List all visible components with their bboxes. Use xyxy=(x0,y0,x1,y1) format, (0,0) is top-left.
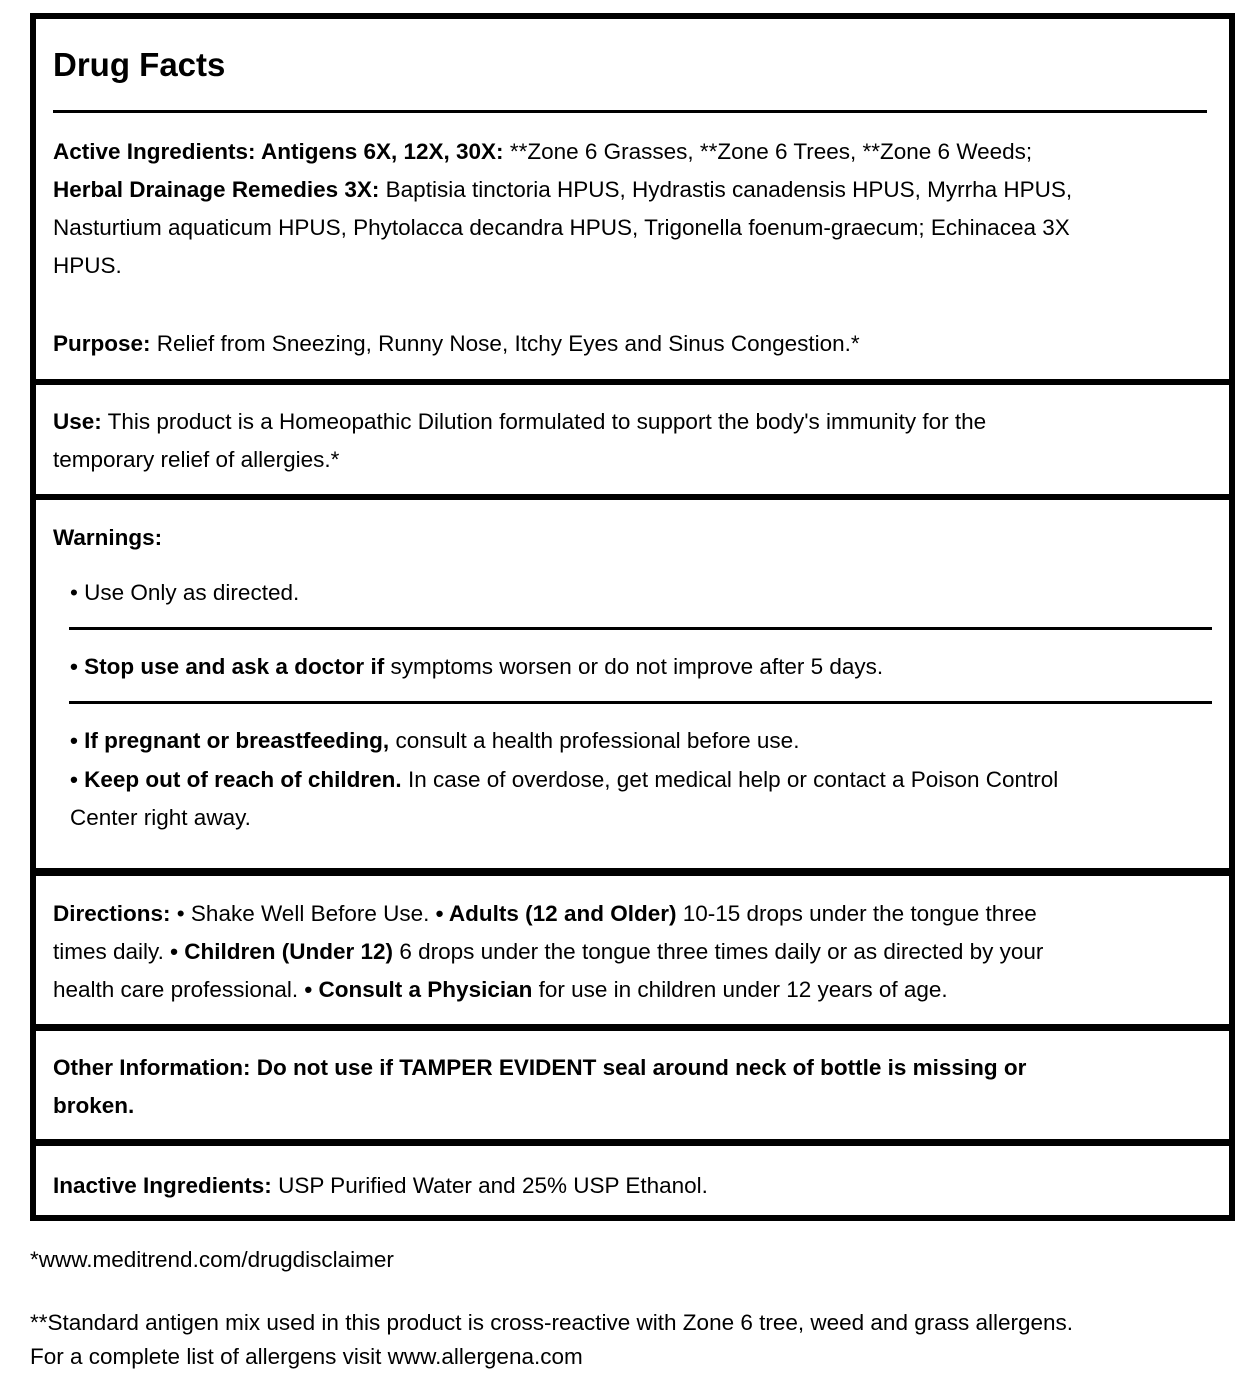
purpose-text: Relief from Sneezing, Runny Nose, Itchy Eyes and Sinus Congestion.* xyxy=(156,331,860,356)
warnings-label-text: Warnings: xyxy=(53,525,163,550)
section-rule xyxy=(36,494,1229,500)
disclaimer-link-text: *www.meditrend.com/drugdisclaimer xyxy=(30,1247,394,1272)
directions-physician: • Consult a Physician xyxy=(304,977,533,1002)
purpose-label: Purpose: xyxy=(53,331,151,356)
directions-text: • Shake Well Before Use. xyxy=(176,901,430,926)
warning-item-4-line-2: Center right away. xyxy=(70,805,251,830)
directions-children: • Children (Under 12) xyxy=(170,939,394,964)
inactive-text: USP Purified Water and 25% USP Ethanol. xyxy=(278,1173,708,1198)
warning-item-4 xyxy=(70,761,1058,799)
warning-item-2 xyxy=(70,648,883,686)
active-label: Active Ingredients: Antigens 6X, 12X, 30X: xyxy=(53,139,504,164)
active-line-1 xyxy=(53,133,1032,171)
use-label: Use: xyxy=(53,409,102,434)
herbal-label: Herbal Drainage Remedies 3X: xyxy=(53,177,380,202)
active-line-3: Nasturtium aquaticum HPUS, Phytolacca decandra HPUS, Trigonella foenum-graecum; Echinacea 3X xyxy=(53,215,1070,240)
inactive-line xyxy=(53,1167,708,1205)
active-antigens: **Zone 6 Grasses, **Zone 6 Trees, **Zone 6 Weeds; xyxy=(509,139,1033,164)
warning-item-3 xyxy=(70,722,799,760)
active-line-2 xyxy=(53,171,1072,209)
other-info-text-2: broken. xyxy=(53,1093,135,1118)
inactive-label: Inactive Ingredients: xyxy=(53,1173,272,1198)
warning-item-4-bold: • Keep out of reach of children. xyxy=(70,767,402,792)
active-line-4: HPUS. xyxy=(53,253,122,278)
antigen-note-line-1: **Standard antigen mix used in this product is cross-reactive with Zone 6 tree, weed and grass allergens. xyxy=(30,1310,1074,1335)
warning-item-3-text: consult a health professional before use. xyxy=(395,728,800,753)
use-line-1 xyxy=(53,403,986,441)
warning-divider xyxy=(69,701,1212,704)
directions-line-3 xyxy=(53,971,948,1009)
use-text-1: This product is a Homeopathic Dilution formulated to support the body's immunity for the xyxy=(107,409,987,434)
warning-item-2-bold: • Stop use and ask a doctor if xyxy=(70,654,385,679)
purpose-line xyxy=(53,325,860,363)
warning-item-4-text: In case of overdose, get medical help or contact a Poison Control xyxy=(407,767,1059,792)
drug-facts-panel xyxy=(30,13,1235,1221)
directions-label: Directions: xyxy=(53,901,171,926)
drug-facts-title: Drug Facts xyxy=(53,46,226,83)
section-rule xyxy=(36,868,1229,876)
directions-text: for use in children under 12 years of age. xyxy=(538,977,948,1002)
directions-adults: • Adults (12 and Older) xyxy=(435,901,677,926)
directions-text: 10-15 drops under the tongue three xyxy=(682,901,1037,926)
title-rule xyxy=(53,110,1207,113)
herbal-text-1: Baptisia tinctoria HPUS, Hydrastis canadensis HPUS, Myrrha HPUS, xyxy=(385,177,1073,202)
warning-item-2-text: symptoms worsen or do not improve after 5 days. xyxy=(390,654,884,679)
warnings-label xyxy=(53,519,162,557)
other-info-line-2 xyxy=(53,1087,134,1125)
warning-item-1: • Use Only as directed. xyxy=(70,580,300,605)
warning-divider xyxy=(69,627,1212,630)
directions-line-2 xyxy=(53,933,1043,971)
use-line-2: temporary relief of allergies.* xyxy=(53,447,340,472)
other-info-text-1: Other Information: Do not use if TAMPER EVIDENT seal around neck of bottle is missing or xyxy=(53,1055,1027,1080)
directions-text: 6 drops under the tongue three times daily or as directed by your xyxy=(399,939,1044,964)
directions-line-1 xyxy=(53,895,1037,933)
directions-text: times daily. xyxy=(53,939,164,964)
antigen-note-line-2: For a complete list of allergens visit www.allergena.com xyxy=(30,1344,583,1369)
warning-item-3-bold: • If pregnant or breastfeeding, xyxy=(70,728,390,753)
section-rule xyxy=(36,1024,1229,1031)
section-rule xyxy=(36,379,1229,385)
directions-text: health care professional. xyxy=(53,977,299,1002)
other-info-line-1 xyxy=(53,1049,1026,1087)
section-rule xyxy=(36,1139,1229,1146)
